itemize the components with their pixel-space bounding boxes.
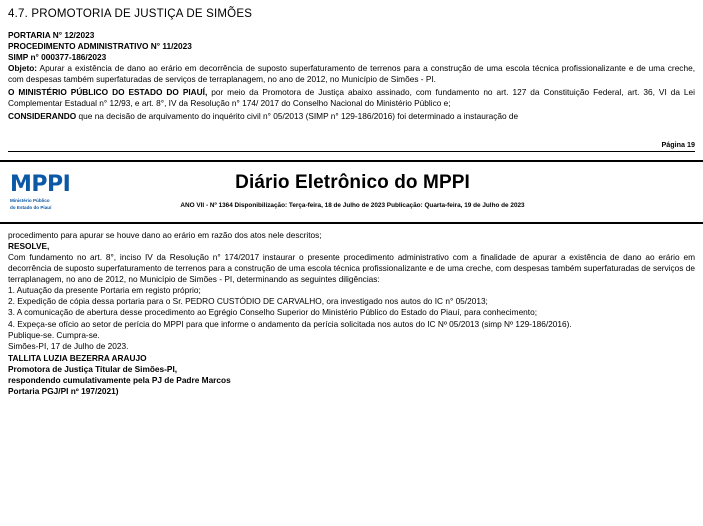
signatory-name: TALLITA LUZIA BEZERRA ARAUJO [8,352,147,363]
considerando-text: que na decisão de arquivamento do inquérito civil n° 05/2013 (SIMP n° 129-186/2016) foi determinado a instauração de [76,111,519,122]
horizontal-rule [8,151,695,152]
diligencia-item-3: 3. A comunicação de abertura desse procedimento ao Egrégio Conselho Superior do Ministério Público do Estado do Piauí, para conhecimento; [8,307,538,318]
considerando-paragraph [8,111,695,122]
simp-number: SIMP n° 000377-186/2023 [8,52,107,63]
diligencia-item-2: 2. Expedição de cópia dessa portaria para o Sr. PEDRO CUSTÓDIO DE CARVALHO, ora investigado nos autos do IC n° 05/2013; [8,296,488,307]
ministerio-publico-label: O MINISTÉRIO PÚBLICO DO ESTADO DO PIAUÍ, [8,87,208,98]
mppi-logo [8,171,114,211]
bottom-section [0,224,703,396]
masthead-center [114,173,591,211]
ministerio-publico-paragraph [8,87,695,109]
diligencia-item-4: 4. Expeça-se ofício ao setor de perícia do MPPI para que informe o andamento da perícia solicitada nos autos do IC Nº 05/2013 (simp Nº 129-186/2016). [8,318,572,329]
ministerio-publico-text: por meio da Promotora de Justiça abaixo assinado, com fundamento no art. 127 da Constituição Federal, art. 36, VI da Lei Complementar Estadual n° 12/93, e art. 8°, IV da Resolução n° 174/ 2017 do Conselho Nacional do Ministério Público e; [8,87,695,109]
portaria-number: PORTARIA N° 12/2023 [8,30,95,40]
objeto-text: Apurar a existência de dano ao erário em decorrência de suposto superfaturamento de terrenos para a construção de uma escola técnica profissionalizante e de uma creche, com despesas também superfaturadas de serviços de terraplanagem, no ano de 2012, no Município de Simões - PI. [8,63,695,85]
masthead [0,160,703,224]
mppi-logo-text: MPPI [10,171,71,197]
objeto-label: Objeto: [8,63,38,74]
signatory-portaria: Portaria PGJ/PI nº 197/2021) [8,385,119,396]
publication-title: Diário Eletrônico do MPPI [235,172,470,194]
objeto-paragraph [8,63,695,85]
page-number: Página 19 [661,140,695,150]
publication-edition-info: ANO VII - Nº 1364 Disponibilização: Terça-feira, 18 de Julho de 2023 Publicação: Quarta-feira, 19 de Julho de 2023 [180,202,525,210]
resolve-label: RESOLVE, [8,241,50,252]
mppi-logo-subtitle-2: do Estado do Piauí [10,205,52,211]
intro-paragraph: procedimento para apurar se houve dano ao erário em razão dos atos nele descritos; [8,230,322,241]
considerando-label: CONSIDERANDO [8,111,77,122]
publique-se-line: Publique-se. Cumpra-se. [8,329,100,340]
signatory-role-2: respondendo cumulativamente pela PJ de Padre Marcos [8,374,231,385]
signatory-role-1: Promotora de Justiça Titular de Simões-PI, [8,363,178,374]
diligencia-item-1: 1. Autuação da presente Portaria em registo próprio; [8,285,201,296]
section-title: 4.7. PROMOTORIA DE JUSTIÇA DE SIMÕES [8,8,253,20]
fundamento-paragraph: Com fundamento no art. 8°, inciso IV da Resolução n° 174/2017 instaurar o presente procedimento administrativo com a finalidade de apurar a existência de dano ao erário em decorrência de suposto superfaturamento de terrenos para a construção de uma escola técnica profissionalizante e de uma creche, com despesas também superfaturadas de serviços de terraplanagem, no ano de 2012, no Município de Simões - PI, determinando as seguintes diligências: [8,252,695,285]
mppi-logo-subtitle-1: Ministério Público [10,197,50,203]
procedimento-number: PROCEDIMENTO ADMINISTRATIVO N° 11/2023 [8,41,192,52]
local-data-line: Simões-PI, 17 de Julho de 2023. [8,340,129,351]
top-section [0,0,703,122]
signature-block [8,353,695,397]
page-number-area [0,140,703,152]
